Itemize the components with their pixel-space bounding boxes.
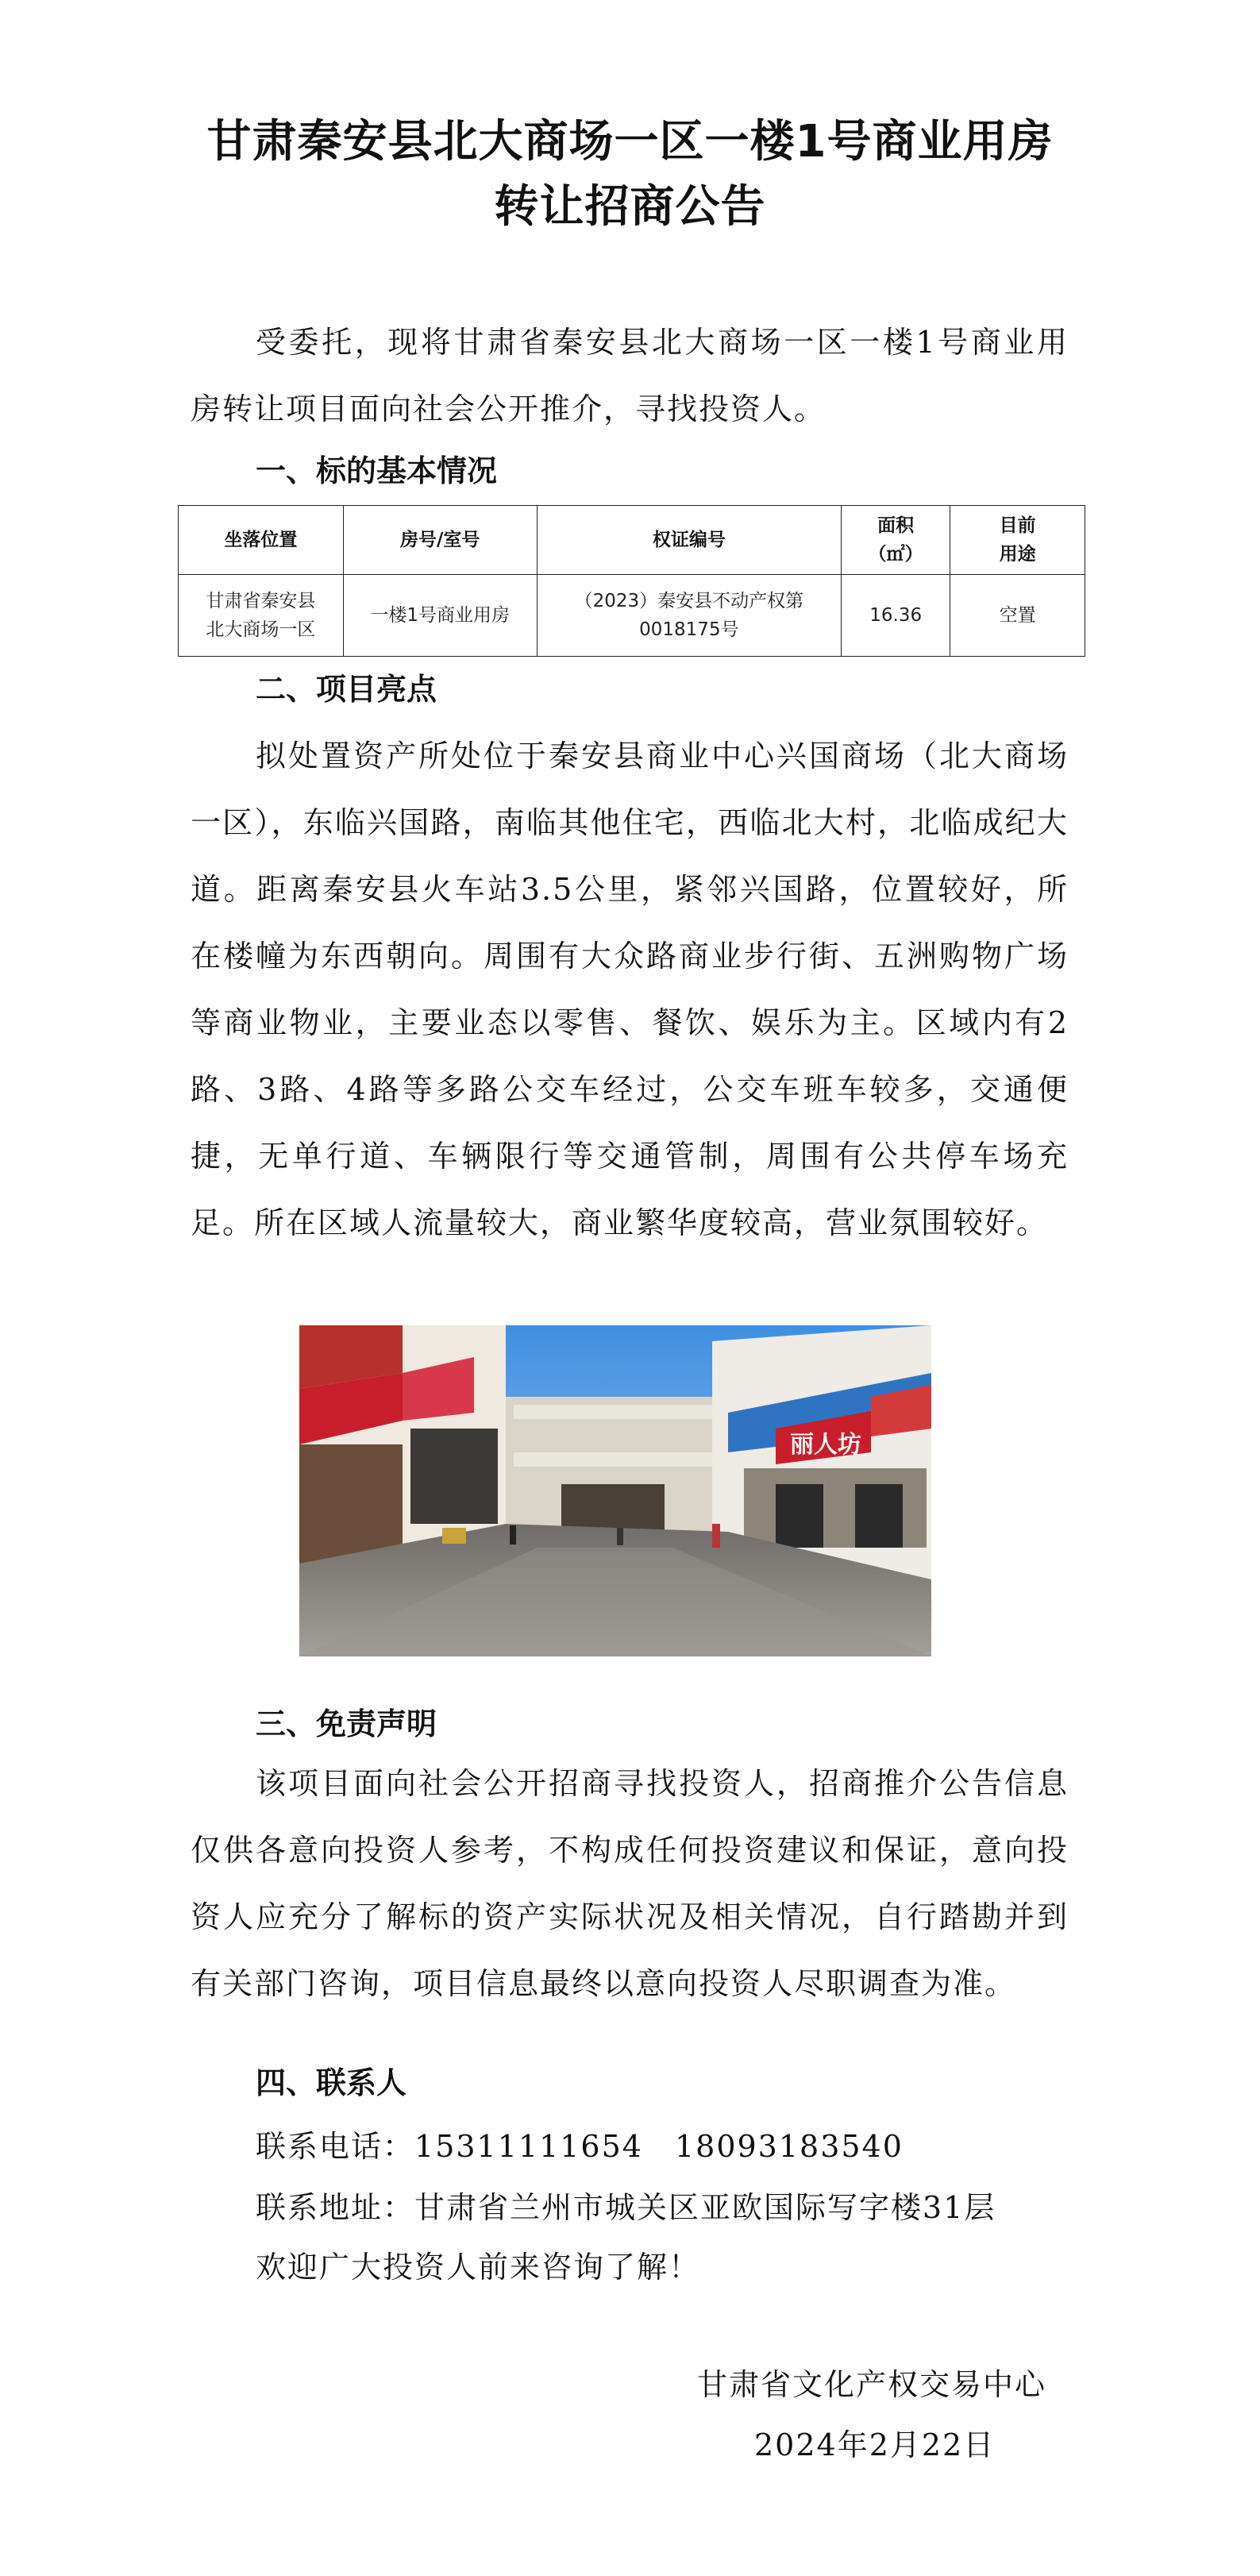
- col-header-area: 面积 （㎡）: [842, 506, 950, 575]
- contact-phone-line: [256, 2126, 904, 2167]
- cell-location: 甘肃省秦安县 北大商场一区: [179, 575, 344, 657]
- asset-info-table: [178, 505, 1085, 657]
- disclaimer-paragraph: 该项目面向社会公开招商寻找投资人，招商推介公告信息仅供各意向投资人参考，不构成任何投资建议和保证，意向投资人应充分了解标的资产实际状况及相关情况，自行踏勘并到有关部门咨询，项目信息最终以意向投资人尽职调查为准。: [191, 1766, 1069, 2001]
- col-header-room: 房号/室号: [343, 506, 537, 575]
- cell-usage: 空置: [950, 575, 1085, 657]
- highlights-paragraph: 拟处置资产所处位于秦安县商业中心兴国商场（北大商场一区），东临兴国路，南临其他住宅，西临北大村，北临成纪大道。距离秦安县火车站3.5公里，紧邻兴国路，位置较好，所在楼幢为东西朝向。周围有大众路商业步行街、五洲购物广场等商业物业，主要业态以零售、餐饮、娱乐为主。区域内有2路、3路、4路等多路公交车经过，公交车班车较多，交通便捷，无单行道、车辆限行等交通管制，周围有公共停车场充足。所在区域人流量较大，商业繁华度较高，营业氛围较好。: [191, 738, 1069, 1240]
- welcome-line: 欢迎广大投资人前来咨询了解！: [256, 2250, 701, 2285]
- intro-paragraph: 受委托，现将甘肃省秦安县北大商场一区一楼1号商业用房转让项目面向社会公开推介，寻找投资人。: [191, 325, 1069, 426]
- col-header-usage: 目前 用途: [950, 506, 1085, 575]
- section-2-heading: 二、项目亮点: [256, 672, 437, 707]
- photo-shop-sign: 丽人坊: [790, 1431, 861, 1459]
- cell-room: 一楼1号商业用房: [343, 575, 537, 657]
- contact-address: 甘肃省兰州市城关区亚欧国际写字楼31层: [414, 2190, 996, 2225]
- section-1-heading: 一、标的基本情况: [256, 453, 498, 488]
- issue-date: 2024年2月22日: [754, 2428, 996, 2462]
- contact-phone-label: 联系电话：: [256, 2129, 415, 2164]
- col-header-location: 坐落位置: [179, 506, 344, 575]
- cell-area: 16.36: [842, 575, 950, 657]
- col-header-certificate: 权证编号: [537, 506, 842, 575]
- title-line-2: 转让招商公告: [494, 181, 766, 233]
- issuer-organization: 甘肃省文化产权交易中心: [697, 2367, 1047, 2402]
- cell-certificate: （2023）秦安县不动产权第 0018175号: [537, 575, 842, 657]
- table-row: [179, 575, 1085, 657]
- contact-address-line: [256, 2187, 996, 2228]
- table-header-row: [179, 506, 1085, 575]
- contact-phone-1: 15311111654: [414, 2129, 643, 2164]
- section-3-heading: 三、免责声明: [256, 1706, 437, 1741]
- section-4-heading: 四、联系人: [256, 2065, 407, 2100]
- mall-street-photo: [299, 1325, 931, 1656]
- contact-phone-2: 18093183540: [674, 2129, 904, 2164]
- contact-address-label: 联系地址：: [256, 2190, 415, 2225]
- title-line-1: 甘肃秦安县北大商场一区一楼1号商业用房: [206, 116, 1054, 168]
